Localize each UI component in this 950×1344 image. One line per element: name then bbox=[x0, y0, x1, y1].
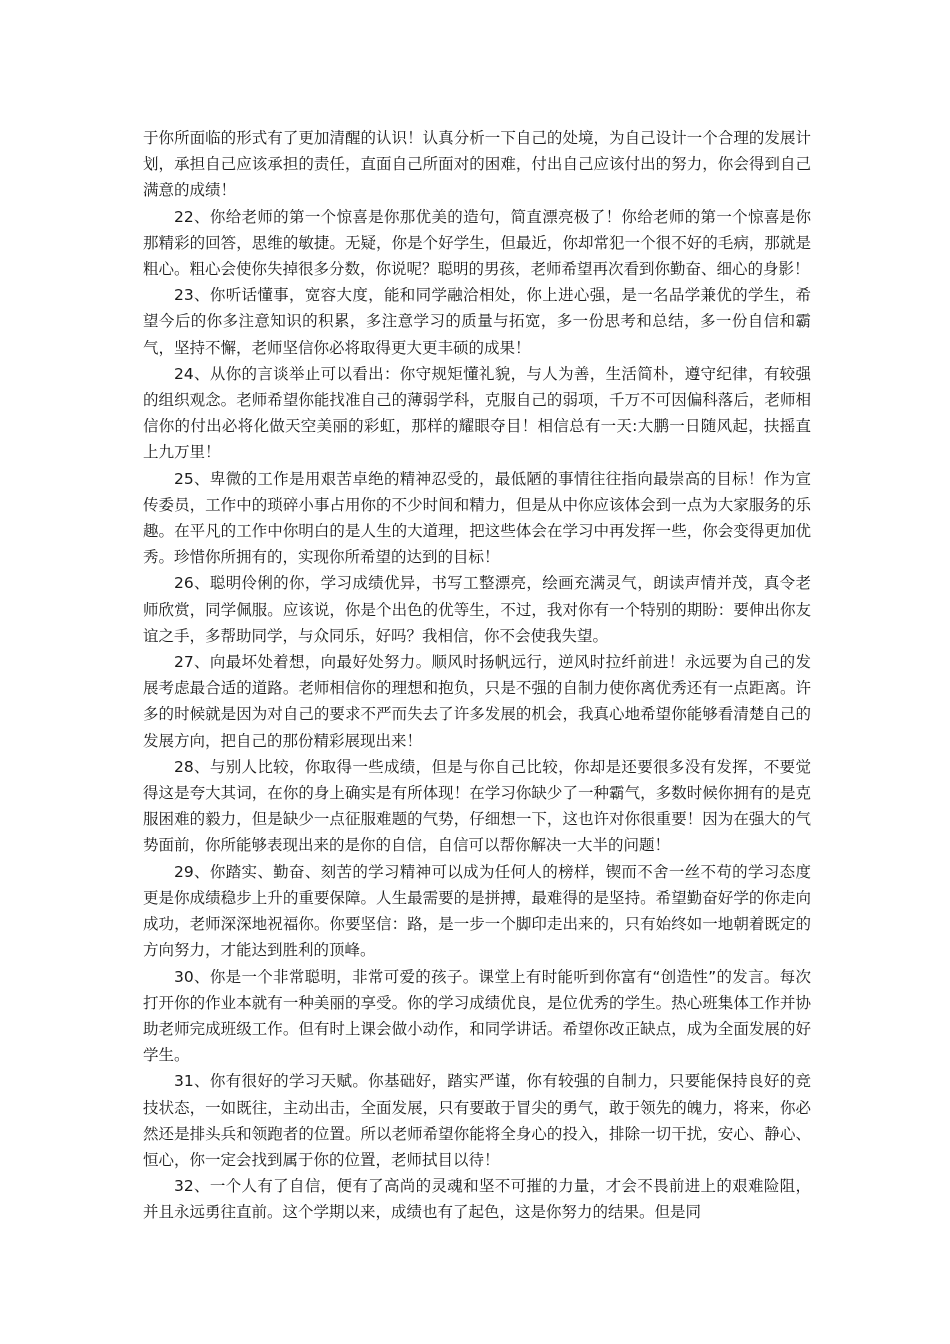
paragraph-26: 26、聪明伶俐的你，学习成绩优异，书写工整漂亮，绘画充满灵气，朗读声情并茂，真令老师欣赏，同学佩服。应该说，你是个出色的优等生，不过，我对你有一个特别的期盼：要伸出你友谊之手，多帮助同学，与众同乐，好吗？我相信，你不会使我失望。 bbox=[143, 574, 811, 645]
paragraph-31: 31、你有很好的学习天赋。你基础好，踏实严谨，你有较强的自制力，只要能保持良好的竞技状态，一如既往，主动出击，全面发展，只有要敢于冒尖的勇气，敢于领先的魄力，将来，你必然还是排头兵和领跑者的位置。所以老师希望你能将全身心的投入，排除一切干扰，安心、静心、恒心，你一定会找到属于你的位置，老师拭目以待！ bbox=[143, 1072, 811, 1169]
paragraph-continued: 于你所面临的形式有了更加清醒的认识！认真分析一下自己的处境，为自己设计一个合理的发展计划，承担自己应该承担的责任，直面自己所面对的困难，付出自己应该付出的努力，你会得到自己满意的成绩！ bbox=[143, 129, 811, 200]
paragraph-28: 28、与别人比较，你取得一些成绩，但是与你自己比较，你却是还要很多没有发挥，不要觉得这是夸大其词，在你的身上确实是有所体现！在学习你缺少了一种霸气，多数时候你拥有的是克服困难的毅力，但是缺少一点征服难题的气势，仔细想一下，这也许对你很重要！因为在强大的气势面前，你所能够表现出来的是你的自信，自信可以帮你解决一大半的问题！ bbox=[143, 757, 811, 855]
paragraph-32: 32、一个人有了自信，便有了高尚的灵魂和坚不可摧的力量，才会不畏前进上的艰难险阻，并且永远勇往直前。这个学期以来，成绩也有了起色，这是你努力的结果。但是同 bbox=[143, 1177, 811, 1222]
document-body bbox=[143, 125, 811, 1226]
paragraph-27: 27、向最坏处着想，向最好处努力。顺风时扬帆远行，逆风时拉纤前进！永远要为自己的发展考虑最合适的道路。老师相信你的理想和抱负，只是不强的自制力使你离优秀还有一点距离。许多的时候就是因为对自己的要求不严而失去了许多发展的机会，我真心地希望你能够看清楚自己的发展方向，把自己的那份精彩展现出来！ bbox=[143, 653, 811, 750]
paragraph-30: 30、你是一个非常聪明，非常可爱的孩子。课堂上有时能听到你富有“创造性”的发言。每次打开你的作业本就有一种美丽的享受。你的学习成绩优良，是位优秀的学生。热心班集体工作并协助老师完成班级工作。但有时上课会做小动作，和同学讲话。希望你改正缺点，成为全面发展的好学生。 bbox=[143, 967, 811, 1065]
paragraph-23: 23、你听话懂事，宽容大度，能和同学融洽相处，你上进心强，是一名品学兼优的学生，希望今后的你多注意知识的积累，多注意学习的质量与拓宽，多一份思考和总结，多一份自信和霸气，坚持不懈，老师坚信你必将取得更大更丰硕的成果！ bbox=[143, 286, 811, 357]
paragraph-25: 25、卑微的工作是用艰苦卓绝的精神忍受的，最低陋的事情往往指向最崇高的目标！作为宣传委员，工作中的琐碎小事占用你的不少时间和精力，但是从中你应该体会到一点为大家服务的乐趣。在平凡的工作中你明白的是人生的大道理，把这些体会在学习中再发挥一些，你会变得更加优秀。珍惜你所拥有的，实现你所希望的达到的目标！ bbox=[143, 469, 811, 567]
paragraph-29: 29、你踏实、勤奋、刻苦的学习精神可以成为任何人的榜样，锲而不舍一丝不苟的学习态度更是你成绩稳步上升的重要保障。人生最需要的是拼搏，最难得的是坚持。希望勤奋好学的你走向成功，老师深深地祝福你。你要坚信：路，是一步一个脚印走出来的，只有始终如一地朝着既定的方向努力，才能达到胜利的顶峰。 bbox=[143, 862, 811, 960]
paragraph-24: 24、从你的言谈举止可以看出：你守规矩懂礼貌，与人为善，生活简朴，遵守纪律，有较强的组织观念。老师希望你能找准自己的薄弱学科，克服自己的弱项，千万不可因偏科落后，老师相信你的付出必将化做天空美丽的彩虹，那样的耀眼夺目！相信总有一天:大鹏一日随风起，扶摇直上九万里！ bbox=[143, 364, 811, 462]
paragraph-22: 22、你给老师的第一个惊喜是你那优美的造句，简直漂亮极了！你给老师的第一个惊喜是你那精彩的回答，思维的敏捷。无疑，你是个好学生，但最近，你却常犯一个很不好的毛病，那就是粗心。粗心会使你失掉很多分数，你说呢？聪明的男孩，老师希望再次看到你勤奋、细心的身影！ bbox=[143, 207, 811, 279]
